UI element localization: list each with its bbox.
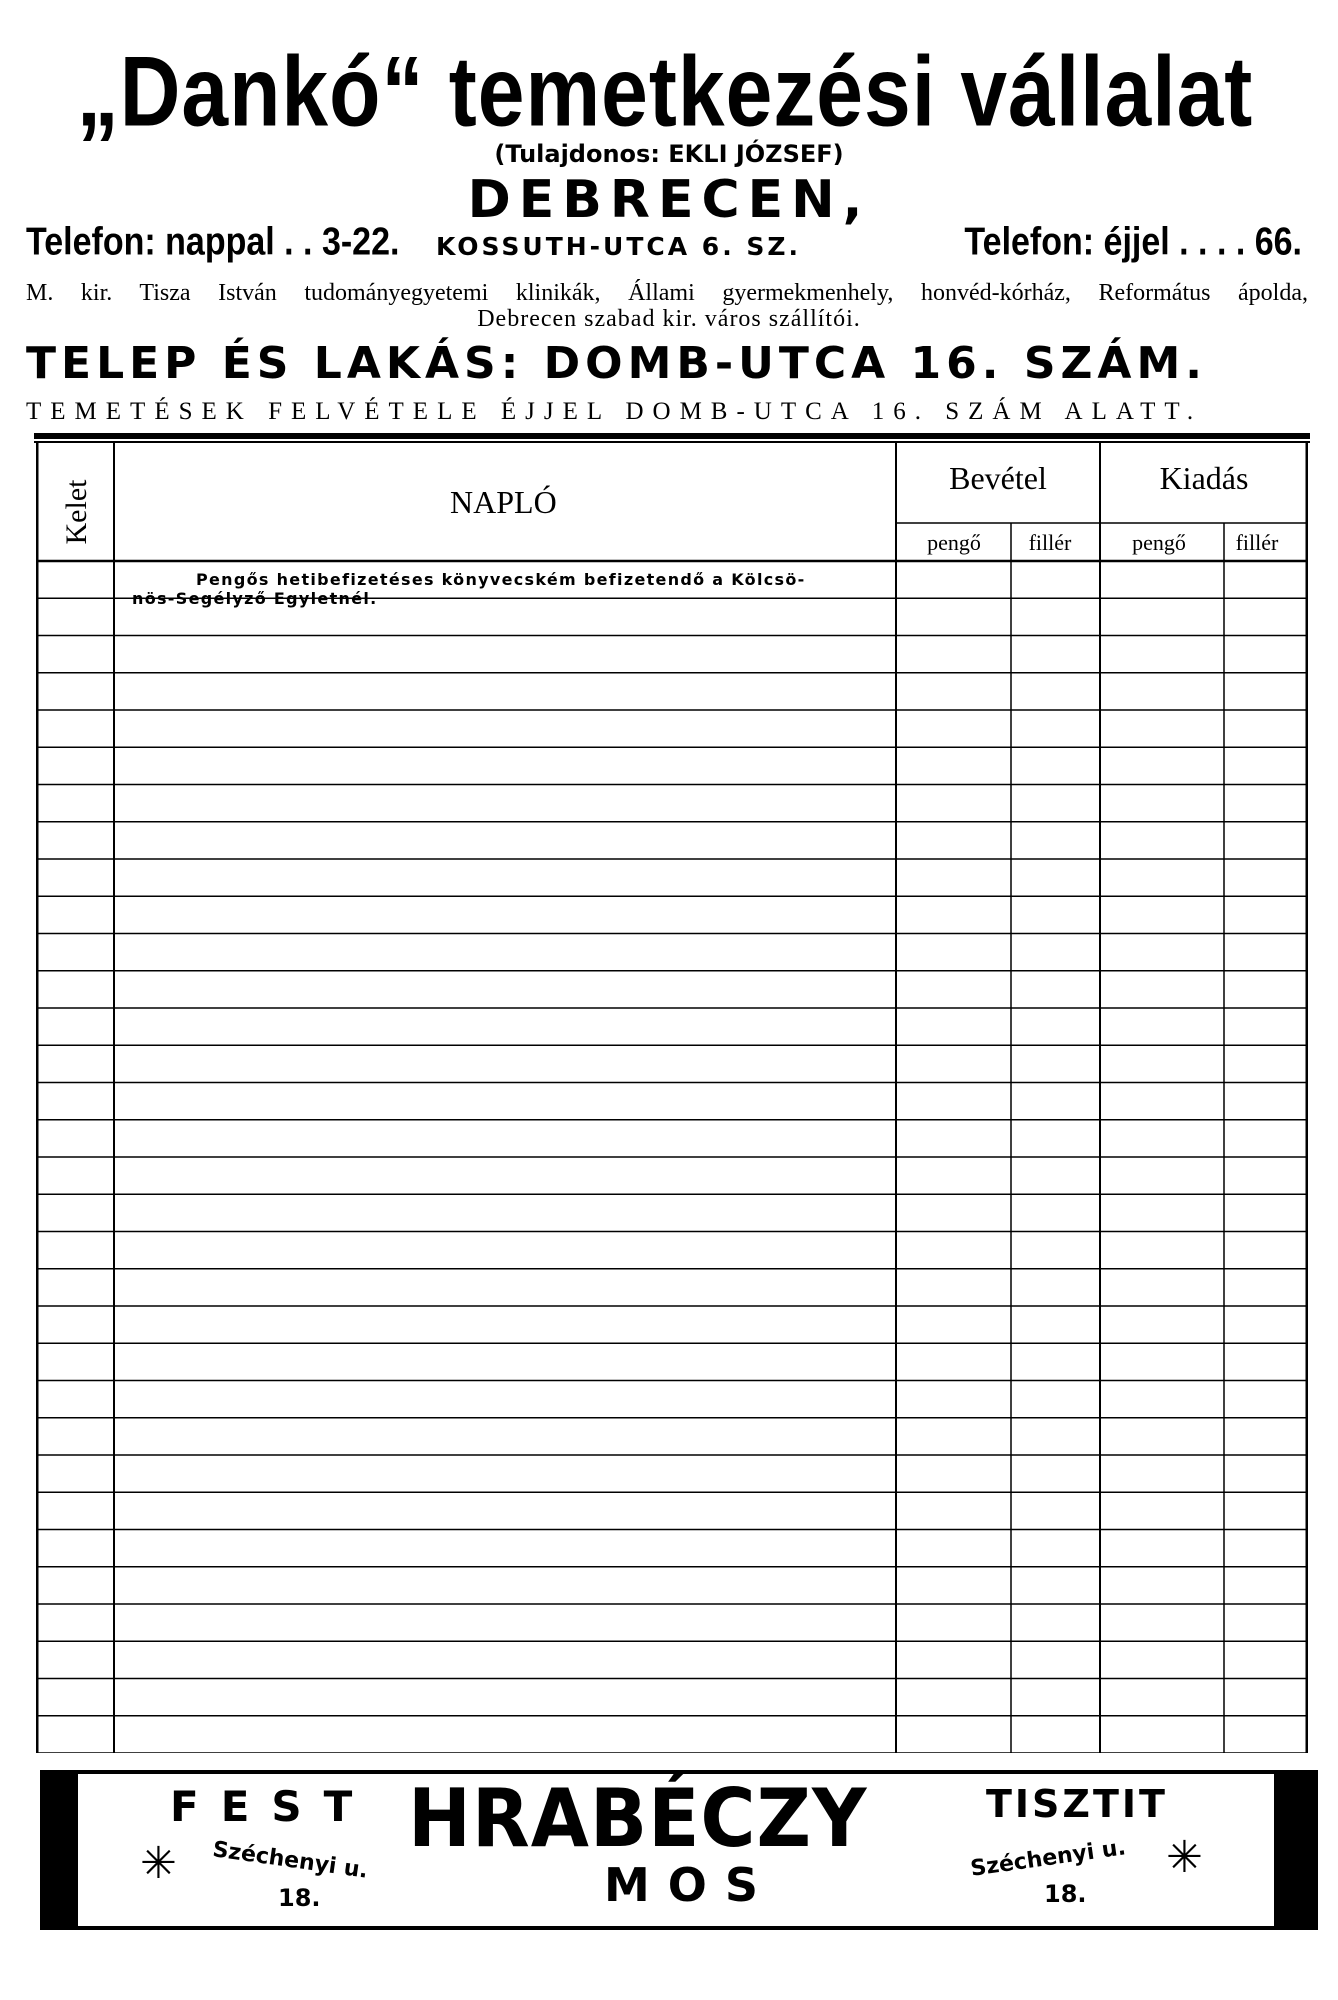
column-bevetel: Bevétel (949, 460, 1047, 496)
asterisk-right-icon: ✳ (1166, 1832, 1203, 1883)
asterisk-left-icon: ✳ (140, 1838, 177, 1889)
ad-street-right: Széchenyi u. (969, 1835, 1128, 1882)
night-service-line: TEMETÉSEK FELVÉTELE ÉJJEL DOMB-UTCA 16. SZÁM ALATT. (26, 398, 1203, 425)
ad-number-right: 18. (1044, 1880, 1087, 1908)
bevetel-filler-header: fillér (1028, 530, 1072, 555)
ad-word-tisztit: TISZTIT (986, 1782, 1168, 1826)
phone-night: Telefon: éjjel . . . . 66. (964, 220, 1302, 264)
clients-line-1: M. kir. Tisza István tudományegyetemi klinikák, Állami gyermekmenhely, honvéd-kórház, Református ápolda, (26, 280, 1308, 306)
phone-day: Telefon: nappal . . 3-22. (26, 220, 400, 264)
ad-street-left: Széchenyi u. (211, 1837, 370, 1884)
street-address: KOSSUTH-UTCA 6. SZ. (436, 232, 802, 261)
ledger-top-rule (34, 433, 1310, 439)
ad-word-mos: MOS (604, 1858, 777, 1912)
column-naplo: NAPLÓ (450, 484, 557, 520)
telep-address: TELEP ÉS LAKÁS: DOMB-UTCA 16. SZÁM. (26, 338, 1207, 389)
owner-line: (Tulajdonos: EKLI JÓZSEF) (494, 140, 844, 168)
column-kelet (46, 462, 108, 562)
kelet-label: Kelet (60, 479, 93, 545)
advertisement-right-bar (1274, 1770, 1314, 1930)
kiadas-filler-header: fillér (1235, 530, 1279, 555)
ledger-note (132, 570, 884, 608)
advertisement-left-bar (40, 1770, 78, 1930)
note-line-1: Pengős hetibefizetéses könyvecském befizetendő a Kölcsö- (196, 570, 806, 589)
note-line-2: nös-Segélyző Egyletnél. (132, 589, 378, 608)
ad-word-fest: FEST (170, 1782, 375, 1831)
company-name: „Dankó“ temetkezési vállalat (76, 35, 1254, 147)
ad-number-left: 18. (278, 1884, 321, 1912)
ledger-grid (36, 443, 1308, 1753)
column-kiadas: Kiadás (1159, 460, 1249, 496)
ad-company-name: HRABÉCZY (408, 1772, 868, 1865)
kiadas-penge-header: pengő (1132, 530, 1186, 555)
clients-line-2: Debrecen szabad kir. város szállítói. (477, 306, 861, 332)
bevetel-penge-header: pengő (927, 530, 981, 555)
city-name: DEBRECEN, (467, 170, 871, 230)
